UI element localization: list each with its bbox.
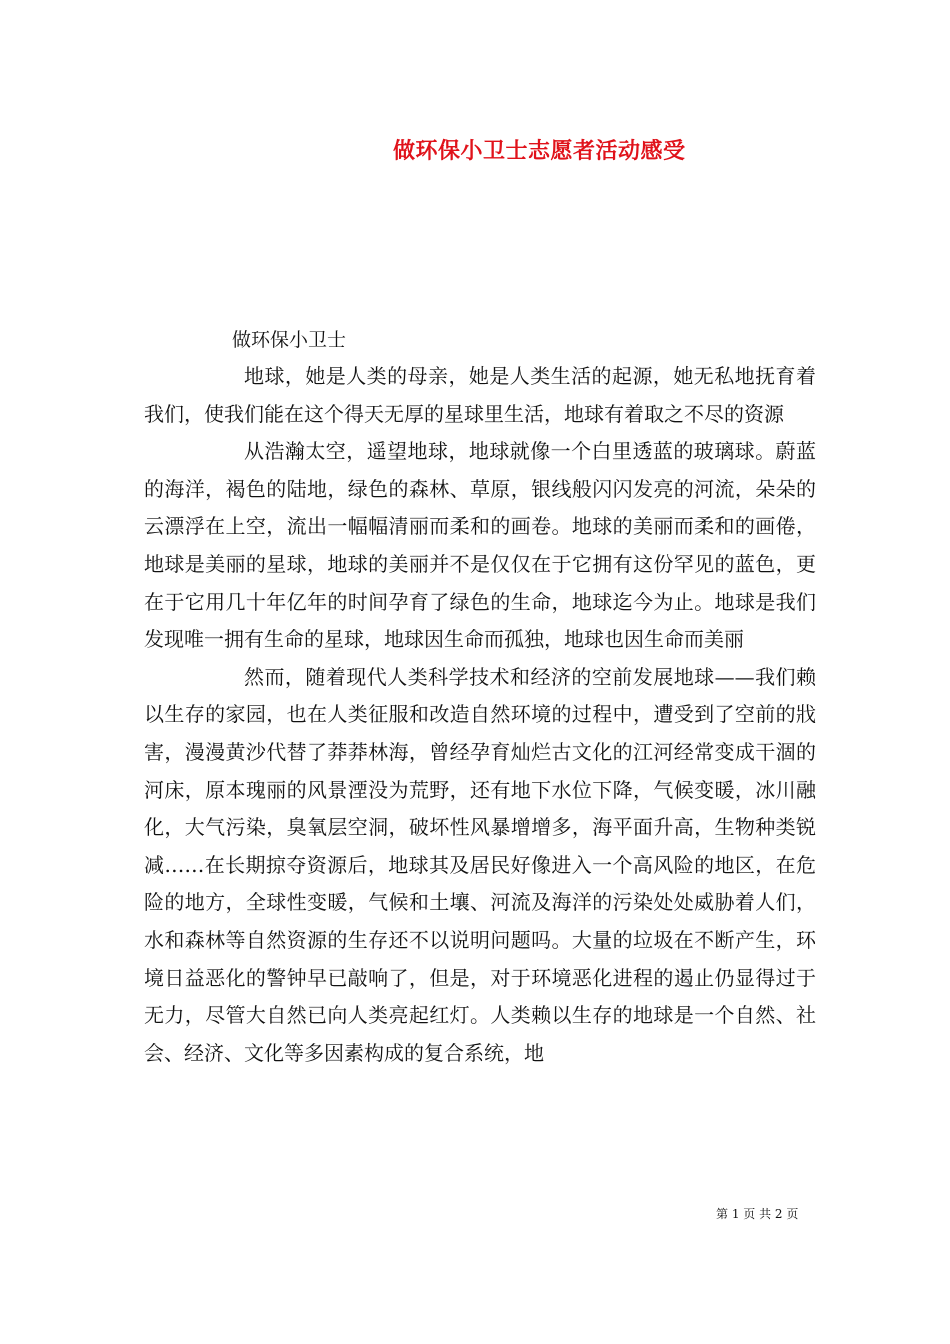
- document-title: 做环保小卫士志愿者活动感受: [393, 138, 686, 164]
- paragraph-2: 从浩瀚太空，遥望地球，地球就像一个白里透蓝的玻璃球。蔚蓝的海洋，褐色的陆地，绿色的森林、草原，银线般闪闪发亮的河流，朵朵的云漂浮在上空，流出一幅幅清丽而柔和的画卷。地球的美丽而柔和的画倦，地球是美丽的星球，地球的美丽并不是仅仅在于它拥有这份罕见的蓝色，更在于它用几十年亿年的时间孕育了绿色的生命，地球迄今为止。地球是我们发现唯一拥有生命的星球，地球因生命而孤独，地球也因生命而美丽: [144, 439, 816, 652]
- page-number-footer: 第 1 页 共 2 页: [716, 1207, 799, 1221]
- paragraph-3: 然而，随着现代人类科学技术和经济的空前发展地球——我们赖以生存的家园，也在人类征服和改造自然环境的过程中，遭受到了空前的戕害，漫漫黄沙代替了莽莽林海，曾经孕育灿烂古文化的江河经常变成干涸的河床，原本瑰丽的风景湮没为荒野，还有地下水位下降，气候变暖，冰川融化，大气污染，臭氧层空洞，破坏性风暴增增多，海平面升高，生物种类锐减……在长期掠夺资源后，地球其及居民好像进入一个高风险的地区，在危险的地方，全球性变暖，气候和土壤、河流及海洋的污染处处威胁着人们，水和森林等自然资源的生存还不以说明问题吗。大量的垃圾在不断产生，环境日益恶化的警钟早已敲响了，但是，对于环境恶化进程的遏止仍显得过于无力，尽管大自然已向人类亮起红灯。人类赖以生存的地球是一个自然、社会、经济、文化等多因素构成的复合系统，地: [144, 664, 816, 1065]
- document-subtitle: 做环保小卫士: [232, 329, 347, 351]
- document-body: [144, 358, 816, 1072]
- paragraph-1: 地球，她是人类的母亲，她是人类生活的起源，她无私地抚育着我们，使我们能在这个得天无厚的星球里生活，地球有着取之不尽的资源: [144, 364, 816, 426]
